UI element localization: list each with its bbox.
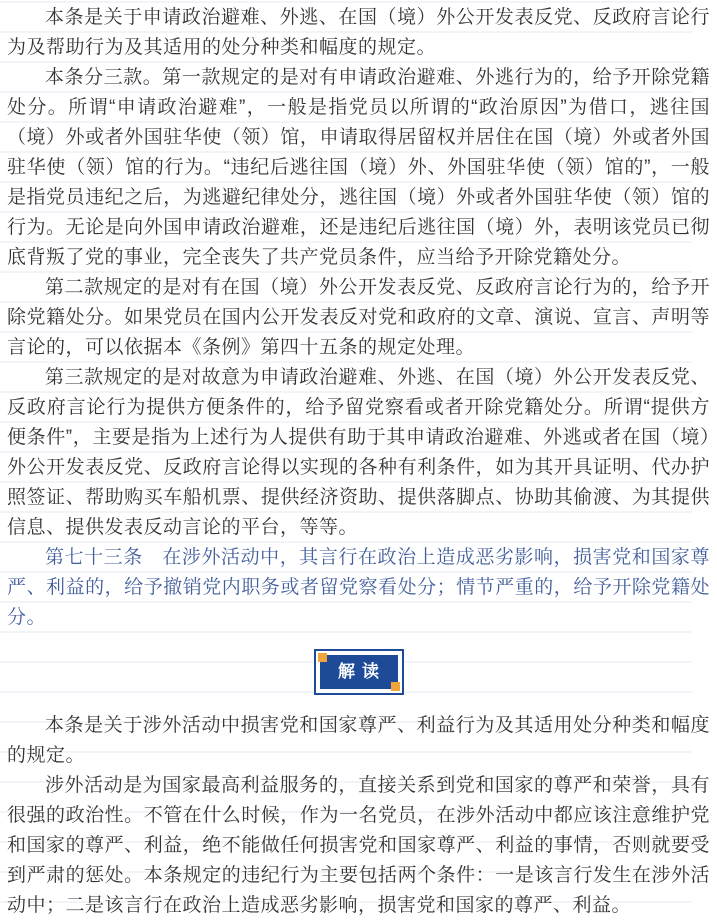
corner-accent-bottom-right-icon (391, 682, 400, 691)
article-73-text: 第七十三条 在涉外活动中，其言行在政治上造成恶劣影响，损害党和国家尊严、利益的，给予撤销党内职务或者留党察看处分；情节严重的，给予开除党籍处分。 (7, 547, 710, 628)
jiedu-badge-inner (320, 655, 398, 689)
interpretation-73-paragraph-2: 涉外活动是为国家最高利益服务的，直接关系到党和国家的尊严和荣誉，具有很强的政治性。不管在什么时候，作为一名党员，在涉外活动中都应该注意维护党和国家的尊严、利益，绝不能做任何损害党和国家尊严、利益的事情，否则就要受到严肃的惩处。本条规定的违纪行为主要包括两个条件：一是该言行发生在涉外活动中；二是该言行在政治上造成恶劣影响，损害党和国家的尊严、利益。 (7, 775, 710, 916)
jiedu-badge-label: 解读 (338, 662, 386, 681)
jiedu-badge (314, 649, 404, 695)
interpretation-72-paragraph-2: 本条分三款。第一款规定的是对有申请政治避难、外逃行为的，给予开除党籍处分。所谓“申请政治避难”，一般是指党员以所谓的“政治原因”为借口，逃往国（境）外或者外国驻华使（领）馆，申请取得居留权并居住在国（境）外或者外国驻华使（领）馆的行为。“违纪后逃往国（境）外、外国驻华使（领）馆的”，一般是指党员违纪之后，为逃避纪律处分，逃往国（境）外或者外国驻华使（领）馆的行为。无论是向外国申请政治避难，还是违纪后逃往国（境）外，表明该党员已彻底背叛了党的事业，完全丧失了共产党员条件，应当给予开除党籍处分。 (7, 67, 710, 268)
interpretation-73-paragraph-1: 本条是关于涉外活动中损害党和国家尊严、利益行为及其适用处分种类和幅度的规定。 (7, 715, 710, 766)
jiedu-badge-row (7, 633, 710, 711)
corner-accent-top-left-icon (318, 653, 327, 662)
interpretation-72-paragraph-4: 第三款规定的是对故意为申请政治避难、外逃、在国（境）外公开发表反党、反政府言论行为提供方便条件的，给予留党察看或者开除党籍处分。所谓“提供方便条件”，主要是指为上述行为人提供有助于其申请政治避难、外逃或者在国（境）外公开发表反党、反政府言论得以实现的各种有利条件，如为其开具证明、代办护照签证、帮助购买车船机票、提供经济资助、提供落脚点、协助其偷渡、为其提供信息、提供发表反动言论的平台，等等。 (7, 367, 710, 538)
interpretation-72-paragraph-3: 第二款规定的是对有在国（境）外公开发表反党、反政府言论行为的，给予开除党籍处分。如果党员在国内公开发表反对党和政府的文章、演说、宣言、声明等言论的，可以依据本《条例》第四十五条的规定处理。 (7, 277, 710, 358)
interpretation-72-paragraph-1: 本条是关于申请政治避难、外逃、在国（境）外公开发表反党、反政府言论行为及帮助行为及其适用的处分种类和幅度的规定。 (7, 7, 710, 58)
